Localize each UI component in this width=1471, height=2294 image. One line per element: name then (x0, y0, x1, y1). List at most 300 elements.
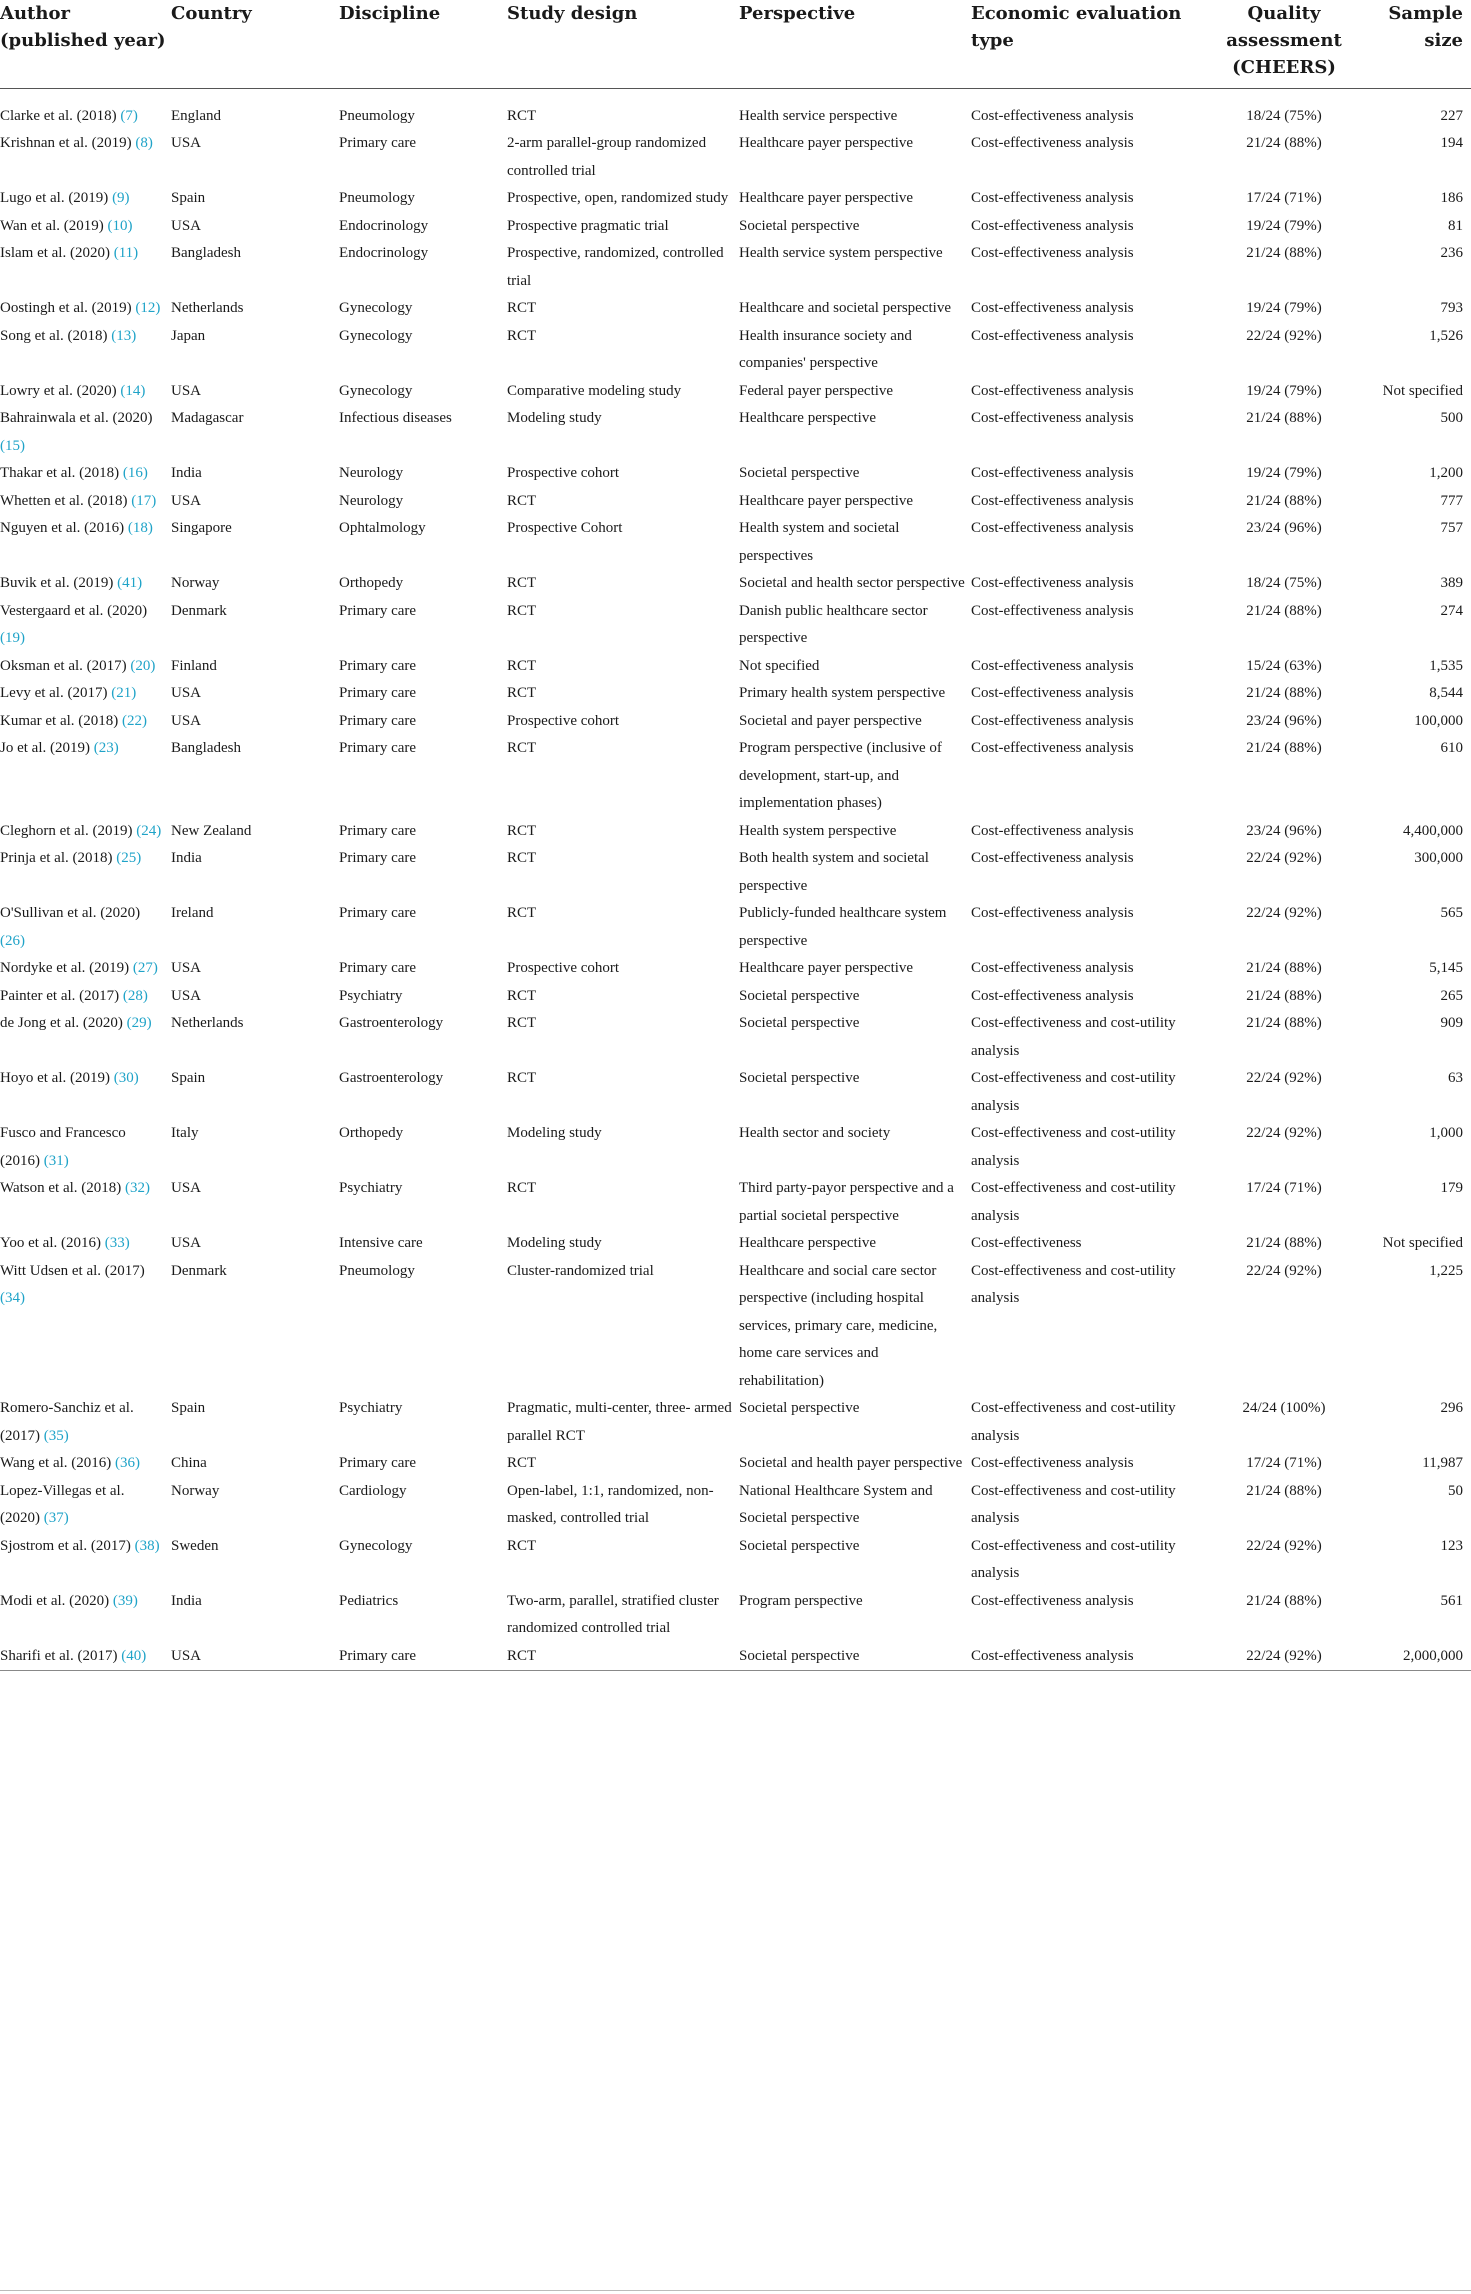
cell-sample-size: 5,145 (1429, 960, 1463, 976)
cell-discipline: Endocrinology (339, 245, 429, 261)
cell-sample-size: 265 (1440, 987, 1463, 1004)
cell-perspective: Federal payer perspective (739, 382, 894, 399)
cell-study-design: Modeling study (507, 1235, 602, 1251)
author-name: Oostingh et al. (2019) (0, 300, 132, 316)
reference-link[interactable]: (7) (120, 107, 138, 124)
cell-author (0, 1120, 171, 1175)
table-row (0, 1230, 1471, 1258)
reference-link[interactable]: (15) (0, 437, 25, 454)
cell-evaluation-type: Cost-effectiveness analysis (971, 382, 1134, 399)
cell-evaluation-type: Cost-effectiveness and cost-utility analysis (971, 1125, 1176, 1169)
reference-link[interactable]: (28) (122, 987, 148, 1004)
cell-quality: 23/24 (96%) (1246, 520, 1322, 536)
cell-study-design: Prospective cohort (507, 712, 620, 729)
cell-evaluation-type: Cost-effectiveness analysis (971, 410, 1134, 426)
cell-perspective: Societal and health sector perspective (739, 575, 965, 591)
cell-study-design: RCT (507, 1015, 537, 1031)
cell-evaluation-type: Cost-effectiveness and cost-utility analysis (971, 1180, 1176, 1224)
cell-country: Singapore (171, 520, 232, 536)
cell-study-design: RCT (507, 822, 537, 839)
cell-discipline: Psychiatry (339, 1180, 403, 1196)
cell-quality: 21/24 (88%) (1246, 1235, 1322, 1251)
author-name: de Jong et al. (2020) (0, 1015, 123, 1031)
table-end-rule (0, 2290, 1471, 2291)
cell-country: Bangladesh (171, 245, 241, 261)
cell-discipline: Primary care (339, 740, 417, 756)
cell-perspective: Publicly-funded healthcare system perspective (739, 905, 947, 949)
cell-discipline: Pneumology (339, 1262, 415, 1279)
cell-quality: 22/24 (92%) (1246, 1537, 1322, 1554)
cell-evaluation-type: Cost-effectiveness analysis (971, 987, 1134, 1004)
author-name: Sharifi et al. (2017) (0, 1647, 118, 1664)
table-row (0, 1588, 1471, 1643)
table-row (0, 1478, 1471, 1533)
author-name: Krishnan et al. (2019) (0, 135, 132, 151)
table-row (0, 955, 1471, 983)
cell-discipline: Orthopedy (339, 575, 404, 591)
cell-evaluation-type: Cost-effectiveness and cost-utility analysis (971, 1400, 1176, 1444)
cell-country: India (171, 850, 202, 866)
cell-author (0, 1395, 171, 1450)
cell-perspective: Societal perspective (739, 465, 860, 481)
cell-perspective: Societal perspective (739, 1015, 860, 1031)
cell-quality: 21/24 (88%) (1246, 135, 1322, 151)
cell-sample-size: 565 (1440, 905, 1463, 921)
cell-sample-size: 610 (1440, 740, 1463, 756)
cell-study-design: RCT (507, 575, 537, 591)
table-row (0, 1450, 1471, 1478)
table-row (0, 185, 1471, 213)
cell-perspective: Health service system perspective (739, 245, 943, 261)
author-name: Cleghorn et al. (2019) (0, 822, 133, 839)
table-row (0, 598, 1471, 653)
cell-author (0, 213, 171, 241)
cell-country: India (171, 465, 202, 481)
author-name: Yoo et al. (2016) (0, 1235, 101, 1251)
cell-sample-size: 793 (1440, 300, 1463, 316)
cell-study-design: Modeling study (507, 410, 602, 426)
cell-country: Norway (171, 575, 220, 591)
table-row (0, 460, 1471, 488)
cell-discipline: Gastroenterology (339, 1015, 444, 1031)
cell-discipline: Gynecology (339, 1537, 413, 1554)
cell-quality: 17/24 (71%) (1246, 190, 1322, 206)
cell-discipline: Orthopedy (339, 1125, 404, 1141)
cell-study-design: Prospective pragmatic trial (507, 217, 669, 234)
cell-quality: 21/24 (88%) (1246, 740, 1322, 756)
cell-study-design: RCT (507, 987, 537, 1004)
cell-country: Norway (171, 1482, 220, 1499)
cell-evaluation-type: Cost-effectiveness analysis (971, 822, 1134, 839)
table-row (0, 653, 1471, 681)
cell-sample-size: 1,225 (1429, 1262, 1463, 1279)
reference-link[interactable]: (38) (134, 1537, 160, 1554)
cell-study-design: RCT (507, 685, 537, 701)
cell-sample-size: 777 (1440, 492, 1463, 509)
cell-discipline: Pediatrics (339, 1592, 399, 1609)
table-row (0, 735, 1471, 818)
cell-quality: 15/24 (63%) (1246, 657, 1322, 674)
author-name: Prinja et al. (2018) (0, 850, 113, 866)
cell-quality: 22/24 (92%) (1246, 1262, 1322, 1279)
cell-discipline: Psychiatry (339, 1400, 403, 1416)
cell-country: USA (171, 1235, 202, 1251)
cell-sample-size: 274 (1440, 602, 1463, 619)
header-study-design: Study design (507, 3, 638, 24)
cell-study-design: RCT (507, 300, 537, 316)
reference-link[interactable]: (17) (131, 492, 157, 509)
cell-author (0, 680, 171, 708)
cell-evaluation-type: Cost-effectiveness and cost-utility analysis (971, 1262, 1176, 1306)
table-row (0, 818, 1471, 846)
cell-author (0, 818, 171, 846)
cell-perspective: Program perspective (739, 1592, 863, 1609)
table-row (0, 378, 1471, 406)
cell-country: Spain (171, 1400, 206, 1416)
header-sample-size: Sample size (1388, 3, 1463, 51)
cell-sample-size: 300,000 (1414, 850, 1463, 866)
cell-evaluation-type: Cost-effectiveness analysis (971, 850, 1134, 866)
cell-perspective: Healthcare perspective (739, 410, 876, 426)
header-author: Author (published year) (0, 3, 166, 51)
cell-sample-size: 63 (1448, 1070, 1463, 1086)
header-perspective: Perspective (739, 3, 856, 24)
cell-country: Denmark (171, 602, 227, 619)
cell-quality: 21/24 (88%) (1246, 960, 1322, 976)
cell-author (0, 378, 171, 406)
cell-author (0, 1450, 171, 1478)
table-row (0, 680, 1471, 708)
cell-country: USA (171, 987, 202, 1004)
cell-evaluation-type: Cost-effectiveness analysis (971, 712, 1134, 729)
reference-link[interactable]: (30) (113, 1070, 139, 1086)
cell-discipline: Gynecology (339, 382, 413, 399)
cell-perspective: Healthcare payer perspective (739, 960, 914, 976)
cell-country: Spain (171, 190, 206, 206)
cell-sample-size: Not specified (1382, 382, 1463, 399)
cell-country: USA (171, 960, 202, 976)
cell-author (0, 1065, 171, 1120)
cell-study-design: RCT (507, 905, 537, 921)
table-row (0, 1120, 1471, 1175)
reference-link[interactable]: (24) (136, 822, 162, 839)
cell-study-design: RCT (507, 492, 537, 509)
cell-author (0, 130, 171, 185)
author-name: Hoyo et al. (2019) (0, 1070, 110, 1086)
cell-discipline: Pneumology (339, 190, 415, 206)
reference-link[interactable]: (32) (125, 1180, 151, 1196)
cell-study-design: Prospective cohort (507, 465, 620, 481)
table-row (0, 88, 1471, 130)
cell-study-design: Modeling study (507, 1125, 602, 1141)
cell-evaluation-type: Cost-effectiveness analysis (971, 1647, 1134, 1664)
cell-sample-size: 1,200 (1429, 465, 1463, 481)
reference-link[interactable]: (25) (116, 850, 142, 866)
author-name: O'Sullivan et al. (2020) (0, 905, 141, 921)
cell-study-design: Open-label, 1:1, randomized, non-masked, controlled trial (507, 1482, 714, 1526)
cell-evaluation-type: Cost-effectiveness analysis (971, 575, 1134, 591)
cell-sample-size: 227 (1440, 107, 1463, 124)
cell-quality: 22/24 (92%) (1246, 1647, 1322, 1664)
cell-perspective: Societal and health payer perspective (739, 1455, 963, 1471)
cell-discipline: Cardiology (339, 1482, 407, 1499)
header-quality: Quality assessment (CHEERS) (1226, 3, 1342, 78)
cell-study-design: RCT (507, 327, 537, 344)
cell-author (0, 708, 171, 736)
cell-sample-size: 296 (1440, 1400, 1463, 1416)
cell-discipline: Primary care (339, 1647, 417, 1664)
header-evaluation-type: Economic evaluation type (971, 3, 1182, 51)
author-name: Vestergaard et al. (2020) (0, 602, 148, 619)
cell-evaluation-type: Cost-effectiveness analysis (971, 217, 1134, 234)
cell-discipline: Intensive care (339, 1235, 423, 1251)
cell-discipline: Primary care (339, 135, 417, 151)
cell-quality: 22/24 (92%) (1246, 905, 1322, 921)
cell-country: Denmark (171, 1262, 227, 1279)
reference-link[interactable]: (10) (107, 217, 133, 234)
cell-discipline: Gynecology (339, 300, 413, 316)
cell-country: Italy (171, 1125, 199, 1141)
author-name: Bahrainwala et al. (2020) (0, 410, 153, 426)
cell-perspective: Health insurance society and companies' perspective (739, 327, 912, 371)
cell-perspective: Healthcare payer perspective (739, 135, 914, 151)
cell-author (0, 88, 171, 130)
cell-evaluation-type: Cost-effectiveness analysis (971, 1455, 1134, 1471)
reference-link[interactable]: (34) (0, 1290, 25, 1306)
cell-quality: 21/24 (88%) (1246, 987, 1322, 1004)
cell-author (0, 488, 171, 516)
cell-evaluation-type: Cost-effectiveness analysis (971, 657, 1134, 674)
cell-author (0, 1258, 171, 1396)
author-name: Painter et al. (2017) (0, 987, 120, 1004)
author-name: Song et al. (2018) (0, 327, 108, 344)
cell-quality: 24/24 (100%) (1242, 1400, 1326, 1416)
cell-evaluation-type: Cost-effectiveness analysis (971, 602, 1134, 619)
cell-country: USA (171, 382, 202, 399)
cell-perspective: Societal and payer perspective (739, 712, 922, 729)
cell-country: Sweden (171, 1537, 219, 1554)
cell-sample-size: 11,987 (1422, 1455, 1463, 1471)
cell-country: USA (171, 217, 202, 234)
reference-link[interactable]: (8) (135, 135, 153, 151)
table-row (0, 240, 1471, 295)
cell-perspective: Health system perspective (739, 822, 897, 839)
cell-country: USA (171, 135, 202, 151)
cell-sample-size: 1,526 (1429, 327, 1463, 344)
cell-evaluation-type: Cost-effectiveness analysis (971, 190, 1134, 206)
cell-sample-size: 909 (1440, 1015, 1463, 1031)
cell-study-design: Comparative modeling study (507, 382, 682, 399)
header-discipline: Discipline (339, 3, 441, 24)
table-row (0, 1175, 1471, 1230)
cell-author (0, 1478, 171, 1533)
cell-study-design: Cluster-randomized trial (507, 1262, 654, 1279)
cell-discipline: Primary care (339, 685, 417, 701)
cell-author (0, 240, 171, 295)
author-name: Kumar et al. (2018) (0, 712, 119, 729)
reference-link[interactable]: (29) (126, 1015, 152, 1031)
cell-sample-size: 1,535 (1429, 657, 1463, 674)
cell-sample-size: 194 (1440, 135, 1463, 151)
cell-sample-size: 8,544 (1429, 685, 1463, 701)
author-name: Lugo et al. (2019) (0, 190, 109, 206)
cell-country: Bangladesh (171, 740, 241, 756)
cell-evaluation-type: Cost-effectiveness analysis (971, 740, 1134, 756)
author-name: Buvik et al. (2019) (0, 575, 114, 591)
cell-author (0, 460, 171, 488)
cell-quality: 18/24 (75%) (1246, 107, 1322, 124)
reference-link[interactable]: (11) (113, 245, 139, 261)
author-name: Lowry et al. (2020) (0, 382, 117, 399)
reference-link[interactable]: (21) (111, 685, 137, 701)
reference-link[interactable]: (33) (104, 1235, 130, 1251)
cell-quality: 19/24 (79%) (1246, 217, 1322, 234)
table-row (0, 983, 1471, 1011)
reference-link[interactable]: (39) (112, 1592, 138, 1609)
cell-author (0, 1230, 171, 1258)
cell-quality: 21/24 (88%) (1246, 1482, 1322, 1499)
cell-discipline: Primary care (339, 905, 417, 921)
cell-sample-size: 123 (1440, 1537, 1463, 1554)
cell-country: Netherlands (171, 1015, 244, 1031)
table-row (0, 1010, 1471, 1065)
table-row (0, 1533, 1471, 1588)
cell-quality: 22/24 (92%) (1246, 850, 1322, 866)
cell-perspective: Danish public healthcare sector perspective (739, 602, 928, 646)
table-row (0, 570, 1471, 598)
cell-study-design: RCT (507, 1455, 537, 1471)
cell-evaluation-type: Cost-effectiveness analysis (971, 327, 1134, 344)
cell-perspective: Healthcare and societal perspective (739, 300, 951, 316)
table-row (0, 1643, 1471, 1671)
cell-author (0, 1533, 171, 1588)
cell-evaluation-type: Cost-effectiveness and cost-utility analysis (971, 1482, 1176, 1526)
cell-evaluation-type: Cost-effectiveness analysis (971, 685, 1134, 701)
reference-link[interactable]: (40) (121, 1647, 147, 1664)
cell-sample-size: 100,000 (1414, 712, 1463, 729)
cell-perspective: Health sector and society (739, 1125, 891, 1141)
cell-discipline: Neurology (339, 465, 404, 481)
reference-link[interactable]: (22) (122, 712, 148, 729)
author-name: Lopez-Villegas et al. (2020) (0, 1482, 125, 1526)
table-row (0, 845, 1471, 900)
reference-link[interactable]: (16) (122, 465, 148, 481)
reference-link[interactable]: (9) (112, 190, 130, 206)
table-row (0, 1258, 1471, 1396)
cell-evaluation-type: Cost-effectiveness analysis (971, 465, 1134, 481)
table-row (0, 900, 1471, 955)
cell-perspective: Program perspective (inclusive of development, start-up, and implementation phases) (739, 740, 942, 811)
cell-study-design: RCT (507, 1537, 537, 1554)
cell-perspective: Healthcare perspective (739, 1235, 876, 1251)
cell-country: Madagascar (171, 410, 244, 426)
reference-link[interactable]: (12) (135, 300, 161, 316)
reference-link[interactable]: (19) (0, 630, 25, 646)
reference-link[interactable]: (23) (93, 740, 119, 756)
cell-evaluation-type: Cost-effectiveness analysis (971, 300, 1134, 316)
cell-evaluation-type: Cost-effectiveness and cost-utility analysis (971, 1070, 1176, 1114)
cell-study-design: RCT (507, 107, 537, 124)
cell-quality: 22/24 (92%) (1246, 327, 1322, 344)
cell-perspective: Societal perspective (739, 987, 860, 1004)
cell-sample-size: 179 (1440, 1180, 1463, 1196)
author-name: Levy et al. (2017) (0, 685, 108, 701)
cell-evaluation-type: Cost-effectiveness analysis (971, 1592, 1134, 1609)
cell-study-design: RCT (507, 657, 537, 674)
reference-link[interactable]: (14) (120, 382, 146, 399)
cell-evaluation-type: Cost-effectiveness analysis (971, 905, 1134, 921)
author-name: Witt Udsen et al. (2017) (0, 1262, 145, 1279)
cell-author (0, 295, 171, 323)
cell-country: Netherlands (171, 300, 244, 316)
author-name: Modi et al. (2020) (0, 1592, 110, 1609)
cell-perspective: Healthcare and social care sector perspective (including hospital services, primary care, medicine, home care services and rehabilitation) (739, 1262, 938, 1389)
cell-sample-size: 50 (1448, 1482, 1463, 1499)
cell-study-design: 2-arm parallel-group randomized controlled trial (507, 135, 707, 179)
cell-country: India (171, 1592, 202, 1609)
cell-sample-size: 500 (1440, 410, 1463, 426)
cell-quality: 21/24 (88%) (1246, 685, 1322, 701)
table-row (0, 405, 1471, 460)
reference-link[interactable]: (13) (111, 327, 137, 344)
author-name: Whetten et al. (2018) (0, 492, 128, 509)
cell-country: USA (171, 685, 202, 701)
cell-sample-size: 4,400,000 (1403, 822, 1463, 839)
cell-country: USA (171, 712, 202, 729)
cell-author (0, 323, 171, 378)
cell-sample-size: 561 (1440, 1592, 1463, 1609)
cell-discipline: Infectious diseases (339, 410, 452, 426)
cell-perspective: Societal perspective (739, 1537, 860, 1554)
reference-link[interactable]: (31) (43, 1152, 69, 1169)
cell-author (0, 900, 171, 955)
cell-quality: 21/24 (88%) (1246, 1015, 1322, 1031)
reference-link[interactable]: (37) (43, 1510, 69, 1526)
cell-quality: 17/24 (71%) (1246, 1455, 1322, 1471)
cell-discipline: Primary care (339, 712, 417, 729)
table-row (0, 130, 1471, 185)
cell-author (0, 598, 171, 653)
author-name: Nguyen et al. (2016) (0, 520, 125, 536)
cell-country: Finland (171, 657, 217, 674)
cell-perspective: Societal perspective (739, 217, 860, 234)
cell-evaluation-type: Cost-effectiveness (971, 1235, 1082, 1251)
cell-sample-size: 1,000 (1429, 1125, 1463, 1141)
reference-link[interactable]: (27) (132, 960, 158, 976)
reference-link[interactable]: (26) (0, 932, 25, 949)
cell-country: USA (171, 1180, 202, 1196)
reference-link[interactable]: (41) (117, 575, 143, 591)
cell-perspective: Societal perspective (739, 1070, 860, 1086)
cell-study-design: RCT (507, 602, 537, 619)
author-name: Thakar et al. (2018) (0, 465, 120, 481)
cell-discipline: Primary care (339, 850, 417, 866)
cell-perspective: National Healthcare System and Societal perspective (739, 1482, 933, 1526)
cell-quality: 21/24 (88%) (1246, 245, 1322, 261)
cell-quality: 19/24 (79%) (1246, 300, 1322, 316)
table-row (0, 213, 1471, 241)
reference-link[interactable]: (18) (127, 520, 153, 536)
author-name: Jo et al. (2019) (0, 740, 90, 756)
reference-link[interactable]: (35) (43, 1427, 69, 1444)
cell-evaluation-type: Cost-effectiveness and cost-utility analysis (971, 1015, 1176, 1059)
cell-perspective: Healthcare payer perspective (739, 190, 914, 206)
reference-link[interactable]: (20) (130, 657, 156, 674)
cell-sample-size: 186 (1440, 190, 1463, 206)
cell-evaluation-type: Cost-effectiveness analysis (971, 492, 1134, 509)
cell-quality: 22/24 (92%) (1246, 1070, 1322, 1086)
reference-link[interactable]: (36) (115, 1455, 141, 1471)
